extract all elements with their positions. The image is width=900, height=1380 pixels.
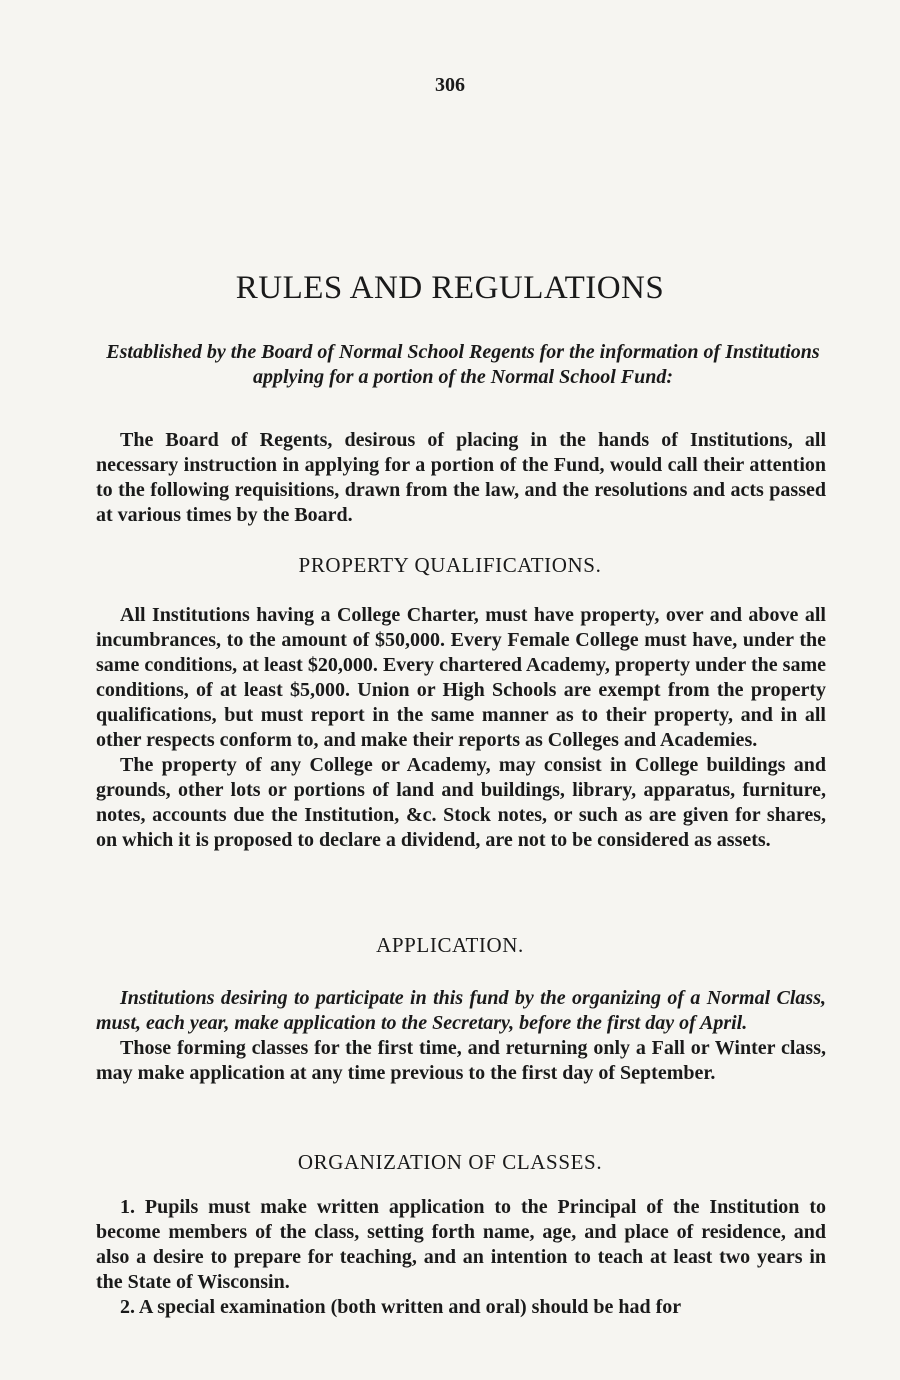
application-section (96, 986, 826, 1086)
property-paragraph-2: The property of any College or Academy, may consist in College buildings and grounds, other lots or portions of land and buildings, library, apparatus, furniture, notes, accounts due the Institution, &c. Stock notes, or such as are given for shares, on which it is proposed to declare a dividend, are not to be considered as assets. (96, 754, 826, 851)
intro-text: The Board of Regents, desirous of placing in the hands of Institutions, all necessary instruction in applying for a portion of the Fund, would call their attention to the following requisitions, drawn from the law, and the resolutions and acts passed at various times by the Board. (96, 429, 826, 526)
property-section (96, 603, 826, 853)
application-paragraph-2: Those forming classes for the first time, and returning only a Fall or Winter class, may make application at any time previous to the first day of September. (96, 1037, 826, 1084)
subtitle: Established by the Board of Normal School Regents for the information of Institutions applying for a portion of the Normal School Fund: (106, 341, 820, 388)
organization-paragraph-2: 2. A special examination (both written and oral) should be had for (120, 1296, 682, 1318)
organization-section (96, 1195, 826, 1320)
application-heading: APPLICATION. (376, 933, 524, 957)
organization-heading: ORGANIZATION OF CLASSES. (297, 1150, 603, 1174)
intro-paragraph (96, 428, 826, 528)
application-paragraph-1: Institutions desiring to participate in this fund by the organizing of a Normal Class, must, each year, make application to the Secretary, before the first day of April. (96, 987, 826, 1034)
organization-paragraph-1: 1. Pupils must make written application to the Principal of the Institution to become members of the class, setting forth name, age, and place of residence, and also a desire to prepare for teaching, and an intention to teach at least two years in the State of Wisconsin. (96, 1196, 826, 1293)
property-heading: PROPERTY QUALIFICATIONS. (298, 553, 602, 577)
property-paragraph-1: All Institutions having a College Charter, must have property, over and above all incumbrances, to the amount of $50,000. Every Female College must have, under the same conditions, at least $20,000. Every chartered Academy, property under the same conditions, of at least $5,000. Union or High Schools are exempt from the property qualifications, but must report in the same manner as to their property, and in all other respects conform to, and make their reports as Colleges and Academies. (96, 604, 826, 751)
page-number: 306 (435, 74, 465, 96)
page-title: RULES AND REGULATIONS (235, 270, 665, 306)
